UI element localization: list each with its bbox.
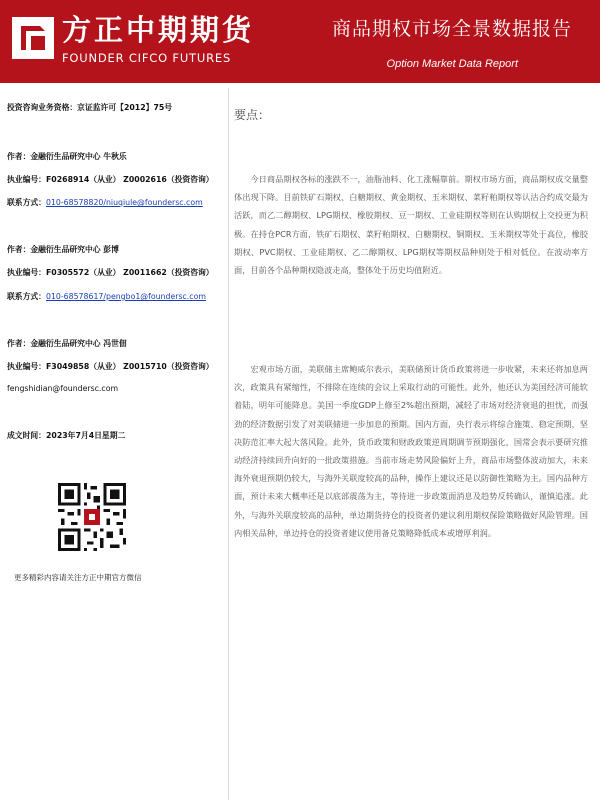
report-title-cn: 商品期权市场全景数据报告 (331, 18, 572, 40)
report-header (0, 0, 600, 83)
analyst-3-contact (7, 384, 118, 393)
brand-name-cn: 方正中期期货 (62, 13, 255, 47)
analyst-3-author: 作者：金融衍生品研究中心 冯世佃 (7, 339, 127, 348)
analyst-1-license: 执业编号：F0268914（从业） Z0002616（投资咨询） (7, 175, 214, 184)
analyst-3-license: 执业编号：F3049858（从业） Z0015710（投资咨询） (7, 362, 214, 371)
column-divider (228, 88, 229, 800)
publish-date: 成文时间：2023年7月4日星期二 (7, 431, 126, 440)
qualification-text: 投资咨询业务资格：京证监许可【2012】75号 (7, 103, 173, 112)
analyst-1-contact (7, 197, 203, 208)
analyst-2-license: 执业编号：F0305572（从业） Z0011662（投资咨询） (7, 268, 214, 277)
qr-caption: 更多精彩内容请关注方正中期官方微信 (14, 573, 142, 582)
analyst-1-contact-link[interactable]: 010-68578820/niuqiule@foundersc.com (45, 198, 203, 207)
contact-label: 联系方式： (7, 198, 46, 207)
analyst-2-contact-link[interactable]: 010-68578617/pengbo1@foundersc.com (45, 292, 206, 301)
analyst-2-author: 作者：金融衍生品研究中心 彭博 (7, 245, 119, 254)
wechat-qr-code-icon (58, 483, 126, 551)
founder-logo-icon (12, 17, 54, 59)
analyst-1-author: 作者：金融衍生品研究中心 牛秋乐 (7, 152, 127, 161)
section-title: 要点： (234, 108, 271, 122)
options-market-paragraph: 今日商品期权各标的涨跌不一，油脂油料、化工涨幅靠前。期权市场方面，商品期权成交量整体出现下降。目前铁矿石期权、白糖期权、黄金期权、玉米期权、菜籽粕期权等认沽合约成交最为活跃，而乙二醇期权、LPG期权、橡胶期权、豆一期权、工业硅期权等则在认购期权上交投更为积极。在持仓PCR方面，铁矿石期权、菜籽粕期权、白糖期权、铜期权、玉米期权等处于高位，橡胶期权、PVC期权、工业硅期权、乙二醇期权、LPG期权等期权品种则处于相对低位。在波动率方面，目前各个品种期权隐波走高，整体处于历史均值附近。 (234, 174, 588, 276)
macro-market-paragraph: 宏观市场方面，美联储主席鲍威尔表示，美联储预计货币政策将进一步收紧，未来还将加息两次，政策具有紧缩性，不排除在连续的会议上采取行动的可能性。此外，他还认为美国经济可能软着陆，明年可能降息。美国一季度GDP上修至2%超出预期，减轻了市场对经济衰退的担忧，而强劲的经济数据引发了对美联储进一步加息的预期。国内方面，央行表示将综合施策、稳定预期，坚决防范汇率大起大落风险。此外，货币政策和财政政策逆周期调节预期强化，国常会表示要研究推动经济持续回升向好的一批政策措施。当前市场走势风险偏好上升，商品市场整体波动加大，未来海外衰退预期仍较大，与海外关联度较高的品种，操作上建议还是以防御性策略为主。国内品种方面，预计未来大概率还是以底部震荡为主，等待进一步政策面消息及趋势反转确认，谨慎追涨。此外，与海外关联度较高的品种，单边期货持仓的投资者仍建议利用期权保险策略做好风险管理。国内相关品种，单边持仓的投资者建议使用备兑策略降低成本或增厚利润。 (234, 364, 588, 538)
report-title-en: Option Market Data Report (386, 58, 518, 70)
brand-name-en: FOUNDER CIFCO FUTURES (62, 51, 232, 65)
analyst-2-contact (7, 291, 206, 302)
analyst-3-email: fengshidian@foundersc.com (7, 384, 119, 393)
contact-label: 联系方式： (7, 292, 46, 301)
